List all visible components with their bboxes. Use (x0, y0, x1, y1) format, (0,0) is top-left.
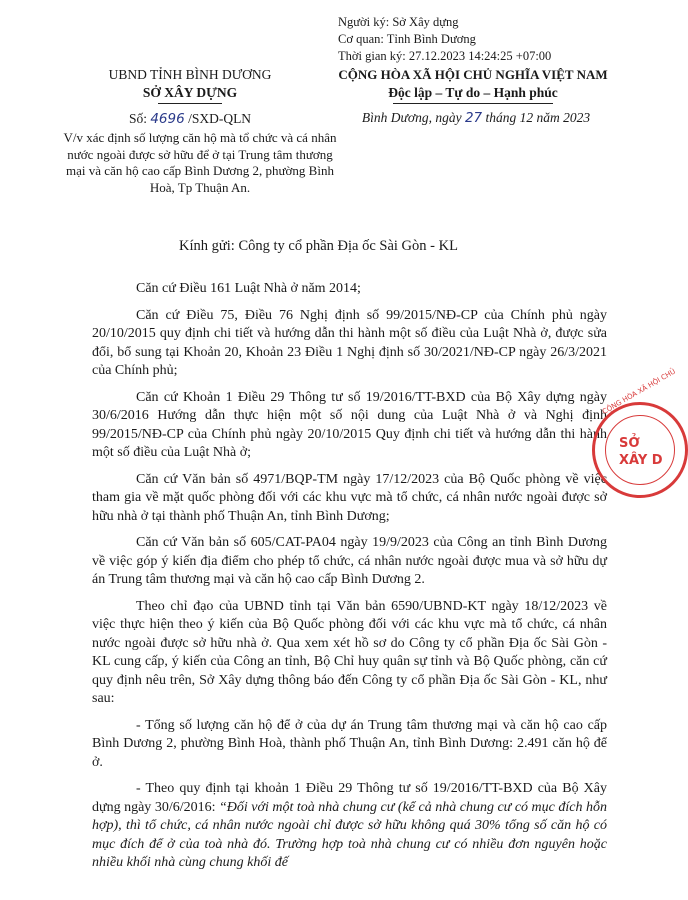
body-paragraph: Căn cứ Điều 161 Luật Nhà ở năm 2014; (136, 281, 361, 296)
official-seal (592, 367, 688, 498)
date-suffix: tháng 12 năm 2023 (482, 110, 591, 125)
body-paragraph: Căn cứ Điều 75, Điều 76 Nghị định số 99/2015/NĐ-CP của Chính phủ ngày 20/10/2015 quy định chi tiết và hướng dẫn thi hành một số điều của Luật Nhà ở, được sửa đổi, bổ sung tại Khoản 20, Khoản 23 Điều 1 Nghị định số 30/2021/NĐ-CP ngày 26/3/2021 của Chính phủ; (92, 307, 607, 378)
doc-number-handwritten: 4696 (150, 111, 185, 127)
place-and-date (336, 110, 616, 126)
seal-text (619, 435, 663, 469)
date-day-handwritten: 27 (464, 110, 483, 126)
body-paragraph: Theo chỉ đạo của UBND tỉnh tại Văn bản 6590/UBND-KT ngày 18/12/2023 về việc thực hiện theo ý kiến của Bộ Quốc phòng đối với các khu vực mà tổ chức, cá nhân nước ngoài được sở hữu nhà ở. Qua xem xét hồ sơ do Công ty cổ phần Địa ốc Sài Gòn - KL cung cấp, ý kiến của Công an tỉnh, Bộ Chỉ huy quân sự tỉnh và Bộ Quốc phòng, căn cứ quy định nêu trên, Sở Xây dựng thông báo đến Công ty cổ phần Địa ốc Sài Gòn - KL, như sau: (92, 598, 607, 706)
body-text: - Theo quy định tại khoản 1 Điều 29 Thông tư số 19/2016/TT-BXD của Bộ Xây dựng ngày 30/6/2016: (92, 781, 607, 815)
date-prefix: Bình Dương, ngày (361, 110, 465, 125)
national-header-block (333, 66, 613, 104)
document-body (92, 280, 607, 881)
seal-text-line2: XÂY D (619, 453, 663, 468)
body-paragraph: Căn cứ Văn bản số 605/CAT-PA04 ngày 19/9/2023 của Công an tỉnh Bình Dương về việc góp ý kiến địa điểm cho phép tổ chức, cá nhân nước ngoài được mua và sở hữu dự án Trung tâm thương mại và căn hộ cao cấp Bình Dương 2. (92, 535, 607, 587)
signer-agency-line: Cơ quan: Tỉnh Bình Dương (338, 32, 476, 46)
digital-signature-info (338, 14, 551, 65)
doc-number-prefix: Số: (128, 111, 151, 126)
seal-text-line1: SỞ (619, 436, 640, 451)
body-paragraph (92, 780, 607, 873)
country-name: CỘNG HÒA XÃ HỘI CHỦ NGHĨA VIỆT NAM (338, 67, 608, 82)
recipient-line: Kính gửi: Công ty cổ phần Địa ốc Sài Gòn - KL (179, 238, 458, 254)
document-subject: V/v xác định số lượng căn hộ mà tổ chức và cá nhân nước ngoài được sở hữu để ở tại Trung tâm thương mại và căn hộ cao cấp Bình Dương 2, phường Bình Hoà, Tp Thuận An. (63, 130, 337, 195)
quoted-regulation: “Đối với một toà nhà chung cư (kể cả nhà chung cư có mục đích hỗn hợp), thì tổ chức, cá nhân nước ngoài chỉ được sở hữu không quá 30% tổng số căn hộ có mục đích để ở của toà nhà đó. Trường hợp toà nhà chung cư có nhiều đơn nguyên hoặc nhiều khối nhà cùng chung khối đế (92, 799, 607, 870)
issuing-agency-block (40, 66, 340, 128)
body-paragraph: - Tổng số lượng căn hộ để ở của dự án Trung tâm thương mại và căn hộ cao cấp Bình Dương 2, phường Bình Hoà, thành phố Thuận An, tỉnh Bình Dương: 2.491 căn hộ để ở. (92, 717, 607, 770)
motto-underline (393, 103, 553, 104)
doc-number-suffix: /SXD-QLN (184, 111, 252, 126)
agency-name: UBND TỈNH BÌNH DƯƠNG (108, 67, 272, 82)
department-underline (158, 103, 222, 104)
signed-time-line: Thời gian ký: 27.12.2023 14:24:25 +07:00 (338, 49, 552, 63)
national-motto: Độc lập – Tự do – Hạnh phúc (388, 85, 558, 100)
document-number (40, 110, 340, 128)
body-paragraph: Căn cứ Khoản 1 Điều 29 Thông tư số 19/2016/TT-BXD của Bộ Xây dựng ngày 30/6/2016 Hướng dẫn thực hiện một số nội dung của Luật Nhà ở và Nghị định 99/2015/NĐ-CP của Chính phủ ngày 20/10/2015 Quy định chi tiết và hướng dẫn thi hành một số điều của Luật Nhà ở; (92, 389, 607, 460)
body-paragraph: Căn cứ Văn bản số 4971/BQP-TM ngày 17/12/2023 của Bộ Quốc phòng về việc tham gia về mặt quốc phòng đối với các khu vực mà tổ chức, cá nhân nước ngoài được sở hữu nhà ở tại thành phố Thuận An, tỉnh Bình Dương; (92, 471, 607, 524)
department-name: SỞ XÂY DỰNG (142, 85, 238, 100)
seal-ring-text: CỘNG HÒA XÃ HỘI CHỦ (601, 367, 677, 416)
signer-line: Người ký: Sở Xây dựng (338, 15, 459, 29)
